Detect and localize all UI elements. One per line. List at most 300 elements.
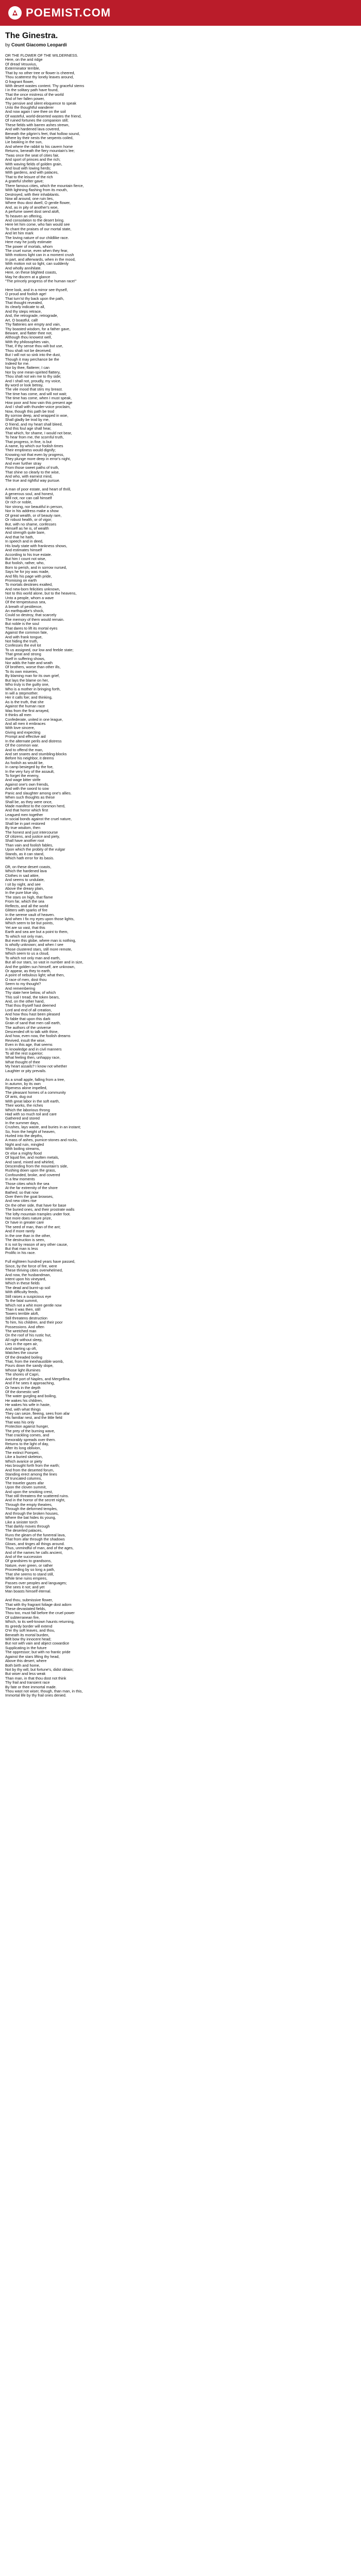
poem-line: Unto a people, whom a wave [5, 595, 54, 600]
poem-line: A generous soul, and honest, [5, 491, 54, 496]
poem-line: Which hath error for its basis. [5, 856, 54, 861]
poem-line: To all the rest superior; [5, 1051, 43, 1056]
poem-line: Both birth and home, [5, 1663, 40, 1668]
poem-line: And the port of Naples, and Mergellina. [5, 1376, 71, 1381]
poem-line: That great and strong [5, 652, 41, 657]
poem-line: Full eighteen hundred years have passed, [5, 1259, 75, 1264]
poem-line: Or else a mighty flood [5, 1150, 42, 1156]
poem-line: Thou too, must fall before the cruel power [5, 1611, 75, 1616]
poem-line: And remembering [5, 986, 35, 991]
stanza-break [5, 1594, 356, 1598]
poem-line: In social bonds against the cruel nature, [5, 817, 72, 822]
poem-line: Not by thy will, but fortune's, didst obtain; [5, 1667, 74, 1672]
poem-line: Where thou dost dwell, O gentle flower, [5, 200, 71, 206]
poem-line: In the very fury of the assault, [5, 769, 55, 774]
poem-line: It thinks all men [5, 713, 31, 718]
poem-line: Its clearly indicate to all, [5, 304, 45, 310]
poem-line: Whose light illumines [5, 1367, 41, 1372]
poem-line: To hear from me, the scornful truth, [5, 435, 64, 440]
poem-line: And to offend the man, [5, 747, 43, 752]
poem-line: Since, by the force of fire, were [5, 1263, 57, 1268]
poem-line: But, with no shame, confesses [5, 521, 56, 527]
poem-line: Watches the course [5, 1350, 39, 1355]
poem-line: And with the sword to sow [5, 786, 49, 791]
poem-line: He wakes his wife in haste, [5, 1402, 51, 1408]
poem-line: Inexorably spreads over them. [5, 1437, 56, 1442]
poem-line: And that he hath, [5, 534, 34, 539]
poem-line: Runs the gleam of the funereal lava, [5, 1532, 66, 1537]
poem-line: And thou, submissive flower, [5, 1598, 53, 1603]
poem-line: A man of poor estate, and heart of thrill, [5, 487, 71, 492]
poem-line: Of grandsires to grandsons, [5, 1558, 52, 1564]
poem-line: As foolish as would be, [5, 760, 44, 765]
poem-line: Upon which the probity of the vulgar [5, 847, 65, 852]
poem-line: Himself as he is, of wealth [5, 526, 49, 531]
poem-line: Where the bat hides its young, [5, 1515, 56, 1520]
poem-line: A perfume sweet dost send aloft, [5, 209, 60, 214]
poem-line: Of wasteful, world-deserted wastes the friend, [5, 113, 82, 118]
poem-line: Thy frail and transient race [5, 1680, 50, 1685]
author-link[interactable]: Count Giacomo Leopardi [11, 42, 67, 47]
poem-line: Above this desert, where [5, 1658, 47, 1664]
poem-line: His familiar nest, and the little field [5, 1415, 62, 1420]
poem-line: Gathered and stored [5, 1116, 40, 1121]
poem-line: And, the retrograde, retrograde, [5, 313, 58, 318]
poem-line: A grateful shelter gave; [5, 179, 44, 184]
poem-line: Beware, and flatter thee not, [5, 331, 53, 335]
poem-line: Which, to its well-known haunts returning, [5, 1619, 75, 1624]
poem-line: These fields with barren ashes strewn, [5, 122, 70, 127]
poem-line: And of the succession [5, 1554, 42, 1559]
poem-line: And if more rarely [5, 1229, 35, 1234]
poem-line: Who is a mother in bringing forth, [5, 686, 61, 691]
poem-line: They plunge more deep in error's night, [5, 456, 71, 462]
poem-line: And ever further stray [5, 461, 42, 466]
byline-prefix: by [5, 42, 10, 47]
poem-line: To chant the praises of our mortal state, [5, 226, 72, 231]
poem-line: Here let him come, who fain would see [5, 222, 70, 227]
poem-line: Immortal life by thy frail ones denied. [5, 1693, 67, 1698]
poem-line: Leagued men together [5, 812, 43, 817]
poem-line: And in the horror of the secret night, [5, 1498, 65, 1503]
poem-line: That shine so clearly to the wise, [5, 469, 60, 474]
poem-line: They can seize, fleeing, sees from afar [5, 1411, 70, 1416]
poem-line: Art, O boastful, call! [5, 317, 38, 323]
poem-title: The Ginestra. [5, 31, 58, 40]
poem-line: But I will not so sink into the dust, [5, 352, 61, 358]
poem-line: And estimates himself [5, 548, 42, 553]
poem-line: That which, for shame, I would not bear, [5, 430, 72, 435]
poem-line: Of liquid fire, and molten metals, [5, 1155, 59, 1160]
poem-line: That turn'st thy back upon the path, [5, 296, 64, 301]
poem-line: And now, the husbandman, [5, 1272, 51, 1277]
poem-line: In the alternate perils and distress [5, 738, 62, 743]
poem-line: And all men it embraces [5, 721, 46, 726]
poem-line: And with frank tongue, [5, 634, 43, 639]
poem-line: Which the laborious throng [5, 1107, 50, 1112]
poem-line: Ripeness alone impelled, [5, 1086, 47, 1091]
poem-line: Of the domestic well [5, 1389, 39, 1394]
poem-line: Shall be, as they were once, [5, 799, 53, 804]
poem-line: While time ruins empires, [5, 1576, 47, 1581]
poem-line: Was from the first arrayed, [5, 708, 50, 713]
poem-line: Nor by thee, flatterer, I can [5, 365, 50, 370]
poem-line: Now all around, one ruin lies, [5, 196, 54, 201]
poem-line: 'Twas once the seat of cities fair, [5, 152, 59, 158]
poem-line: With desert wastes content. Thy graceful stems [5, 83, 85, 88]
poem-line: Descended oft to talk with thine, [5, 1029, 59, 1034]
poem-line: But even this globe, where man is nothing, [5, 938, 76, 943]
poem-line: Says he for joy was made, [5, 569, 50, 574]
poem-line: Indeed for me. [5, 361, 30, 366]
poem-line: Pours down the sandy slope, [5, 1363, 54, 1368]
poem-line: It is not by reason of any other cause, [5, 1242, 68, 1247]
poem-line: Or hears in the depth [5, 1385, 41, 1390]
poem-line: She sees it not; and yet [5, 1584, 45, 1589]
poem-line: And sport of princes and the rich; [5, 157, 61, 162]
poem-line: That progress, in fine, is but [5, 439, 52, 444]
poem-line: With motion not so light, can suddenly [5, 261, 69, 266]
poem-line: With love sincere, [5, 725, 35, 731]
poem-line: In will a stepmother. [5, 691, 39, 696]
poem-line: Of ants, dug out [5, 1094, 32, 1099]
poem-line: That was his only [5, 1419, 35, 1425]
poem-line: The pleasant homes of a community [5, 1090, 66, 1095]
poem-line: Which seem to us a cloud, [5, 951, 50, 956]
poem-line: On the other side, that have for base [5, 1202, 67, 1208]
poem-line: Than man, in that thou dost not think [5, 1675, 67, 1681]
poem-line: At the far extremity of the shore [5, 1185, 58, 1191]
poem-line: Knowing not that even by progress, [5, 452, 64, 457]
poem-line: In the one than in the other, [5, 1233, 51, 1238]
poem-line: Which not a whit more gentle now [5, 1302, 62, 1308]
poem-line: That the once mistress of the world [5, 92, 64, 97]
poem-line: Nor by one mean-spirited flattery, [5, 369, 61, 375]
poem-line: That thou thyself hast deemed [5, 1003, 56, 1008]
poem-line: And new cities rise [5, 1198, 37, 1204]
poem-line: I sit by night, and see [5, 882, 41, 887]
poem-line: Shall be in part restored [5, 821, 45, 826]
poem-line: All night without sleep, [5, 1337, 43, 1342]
poem-line: That she seems to stand still, [5, 1571, 54, 1577]
poem-line: In autumn, by its own [5, 1081, 41, 1086]
poem-body [5, 54, 356, 1698]
poem-line: Protection against hunger, [5, 1424, 49, 1429]
poem-line: Reflects, and all the world [5, 903, 48, 908]
poem-line: And I shall not, proudly, my voice, [5, 378, 61, 383]
poem-line: The cruel nurse, even when they fear, [5, 248, 69, 253]
poem-line: Of citizens, and justice and piety, [5, 834, 60, 839]
poem-line: Where by their nests the serpents coiled, [5, 135, 74, 141]
poem-line: To forget the enemy, [5, 773, 39, 778]
poem-line: Those clustered stars, still more remote, [5, 946, 72, 952]
poem-line: And how thou hast been pleased [5, 1012, 60, 1017]
poem-line: With great labor in the soft earth, [5, 1098, 60, 1104]
poem-line: In the summer days, [5, 1120, 40, 1125]
poem-line: Thy state here below, of which [5, 990, 56, 995]
poem-line: With gardens, and with palaces, [5, 170, 59, 175]
poem-line: But him I count not wise, [5, 556, 46, 561]
poem-line: Lies in the open air, [5, 1342, 38, 1347]
poem-line: Yet are so vast, that this [5, 925, 45, 930]
poem-line: By blaming man for its own grief, [5, 673, 60, 679]
poem-line: Of ruined fortunes the companion still; [5, 118, 69, 123]
poem-line: A mass of ashes, pumice-stones and rocks, [5, 1138, 78, 1143]
poem-line: Their emptiness would dignify; [5, 448, 56, 453]
poem-line: And new-born felicities unknown, [5, 586, 60, 591]
poem-line: The loving nature of our childlike race. [5, 235, 69, 240]
poem-line: Glitters with sparks of fire [5, 908, 47, 913]
poem-line: Lord and end of all creation, [5, 1007, 52, 1012]
poem-line: Of the dreaded boiling [5, 1354, 42, 1360]
poem-line: And with hardened lava covered, [5, 127, 60, 132]
poem-byline [5, 41, 356, 48]
poem-line: But foolish, rather, who, [5, 561, 45, 566]
poem-line: And sand, mixed and whirled, [5, 1159, 55, 1164]
poem-line: In knowledge and in civil manners [5, 1046, 62, 1052]
poem-line: And upon the smoking crest, [5, 1489, 53, 1494]
poem-line: Those cities which the sea [5, 1181, 50, 1186]
poem-line: Which seem to be but points, [5, 921, 54, 926]
poem-line: And loud with lowing herds; [5, 165, 51, 171]
poem-line: Seem to my thought? [5, 981, 41, 987]
poem-line: O friend, and my heart shall bleed, [5, 421, 63, 427]
poem-line: The prey of the burning wave, [5, 1428, 55, 1433]
poem-line: By sorrow deep, and wrapped in woe, [5, 413, 69, 418]
poem-line: Prolific in his race. [5, 1250, 36, 1256]
poem-line: Above the dreary plain, [5, 886, 44, 891]
poem-line: Stands, as it can stand, [5, 851, 44, 856]
poem-line: But that man is less [5, 1246, 38, 1251]
poem-line: That to the leisure of the rich [5, 174, 53, 179]
poem-line: Even in this age, that seems [5, 1042, 53, 1047]
poem-line: O fragrant flower, [5, 79, 34, 84]
poem-line: Still threatens destruction [5, 1315, 47, 1320]
poem-line: And consolation to the desert bring. [5, 218, 64, 223]
poem-line: Earth and sea are but a point to them, [5, 929, 69, 935]
poem-line: To us assigned, our low and feeble state; [5, 647, 74, 652]
poem-line: When such thoughts as these [5, 795, 55, 800]
poem-line: Here, on these blighted coasts, [5, 270, 57, 275]
poem-line: That by no other tree or flower is cheered, [5, 70, 75, 75]
poem-line: In the pure blue sky, [5, 890, 39, 895]
poem-line: Beneath the pilgrim's feet, that hollow sound, [5, 131, 80, 136]
poem-line: O'er thy soft leaves, and thou, [5, 1628, 55, 1633]
poem-line: And starting up oft, [5, 1346, 37, 1351]
poem-line: Before his neighbor, it deems [5, 756, 54, 761]
poem-line: A name, by which our foolish times [5, 443, 63, 448]
poem-line: The traveler gazes afar [5, 1480, 44, 1485]
poem-line: Who truly is the guilty one, [5, 682, 50, 687]
poem-line: According to his true estate. [5, 552, 52, 557]
poem-line: But not with vain and abject cowardice [5, 1641, 70, 1646]
poem-line: And, on the other hand, [5, 998, 45, 1004]
poem-line: Upon the cloven summit, [5, 1485, 47, 1490]
poem-line: What feeling then, unhappy race, [5, 1055, 61, 1060]
poem-line: And how, even now, the foolish dreams [5, 1033, 71, 1039]
poem-line: That, from the inexhaustible womb, [5, 1359, 64, 1364]
poem-line: Returns, beneath the fiery mountain's lee; [5, 148, 75, 154]
poem-line: Or rich or noble, [5, 500, 32, 505]
poem-line: The authors of the universe [5, 1025, 51, 1030]
poem-line: His lowly state with frankness shows, [5, 543, 68, 548]
poem-line: Lie basking in the sun, [5, 140, 43, 145]
poem-line: And I shall with thunder-voice proclaim, [5, 404, 71, 410]
poem-line: In camp besieged by the foe, [5, 765, 54, 770]
poem-line: And when I fix my eyes upon those lights, [5, 916, 75, 921]
poem-line: To which not only man and earth, [5, 955, 61, 960]
poem-line: Destroyed, with their inhabitants. [5, 192, 60, 197]
poem-line: Like a sinister torch [5, 1519, 38, 1524]
poem-container [5, 31, 356, 1698]
poem-line: Against the common fate, [5, 630, 48, 635]
poem-line: Itself in suffering shows, [5, 656, 45, 661]
poem-line: And of the names he calls ancient, [5, 1550, 63, 1555]
poem-line: Exterminator terrible, [5, 66, 40, 71]
poem-line: The buried ones, and their prostrate walls [5, 1207, 75, 1212]
poem-line: Shall gladly be trod by me, [5, 417, 50, 422]
poem-line: Of brothers, worse than other ills, [5, 665, 61, 670]
poem-line: "The princely progress of the human race!" [5, 278, 77, 283]
poem-line: A point of nebulous light; what then, [5, 973, 65, 978]
poem-line: Against the human race [5, 704, 45, 709]
poem-line: Which the hardened lava [5, 869, 47, 874]
poem-line: The water gurgling and boiling, [5, 1394, 57, 1399]
poem-line: Which in these fields [5, 1281, 40, 1286]
poem-line: The wretched man [5, 1329, 37, 1334]
poem-line: Through the empty theatres, [5, 1502, 53, 1507]
poem-line: Over them the goat browses, [5, 1194, 54, 1199]
poem-line: By word or look betray, [5, 383, 44, 388]
poem-line: Proceeding by so long a path, [5, 1567, 55, 1572]
poem-line: Rushing down upon the grass, [5, 1168, 56, 1173]
poem-line: Beneath its mortal burden, [5, 1632, 50, 1637]
poem-line: The extinct Pompeii, [5, 1450, 40, 1455]
poem-line: Night and ruin, mingled [5, 1142, 44, 1147]
poem-line: And thy steps retrace, [5, 309, 42, 314]
poem-line: Born to perish, and in sorrow nursed, [5, 565, 67, 570]
poem-line: I in the solitary path have found, [5, 88, 59, 93]
poem-line: Or robust health, or of vigor; [5, 517, 52, 522]
poem-line: Of the tempestuous sea, [5, 600, 46, 605]
poem-line: There famous cities, which the mountain fierce, [5, 183, 84, 188]
poem-line: The vile mood that stirs my breast. [5, 387, 63, 392]
poem-line: On the roof of his rustic hut, [5, 1333, 52, 1338]
poem-line: But wiser and less weak [5, 1671, 46, 1676]
poem-line: Her it calls foe; and thinking, [5, 695, 53, 700]
poem-line: Panic and slaughter among one's allies. [5, 790, 72, 795]
poem-line: Man boasts himself eternal. [5, 1589, 52, 1594]
poem-line: OR THE FLOWER OF THE WILDERNESS. [5, 53, 78, 58]
poem-line: And let him mark [5, 231, 34, 236]
poem-line: And wholly annihilate. [5, 265, 42, 270]
poem-line: Laughter or pity prevails. [5, 1068, 46, 1073]
poem-line: Bathed; so that now [5, 1190, 39, 1195]
poem-line: Which avarice or piety [5, 1459, 42, 1464]
poem-line: Confounded, broke, and covered [5, 1172, 60, 1177]
poem-line: The power of mortals, whom [5, 244, 53, 249]
poem-line: With motions light can in a moment crush [5, 252, 74, 258]
poem-line: Thou shalt not win me to thy side; [5, 374, 61, 379]
poem-line: Had with so much toil and care [5, 1111, 57, 1116]
poem-line: That, if thy sense thou wilt but use, [5, 344, 63, 349]
poem-line: Is wholly unknown; and when I see [5, 942, 63, 947]
poem-line: Like a buried skeleton, [5, 1454, 43, 1460]
poem-line: And, as in pity of another's woe, [5, 205, 59, 210]
poem-line: Giving and expecting [5, 730, 41, 735]
poem-line: But noble is the soul [5, 621, 39, 626]
poem-line: Of dread Vesuvius, [5, 61, 37, 66]
poem-line: This soil I tread, the token bears, [5, 994, 60, 999]
poem-line: Hurled into the depths, [5, 1133, 43, 1139]
poem-line: As is the truth, that she [5, 699, 44, 704]
poem-line: The stars on high, that flame [5, 894, 53, 900]
poem-line: And who, with earnest mind, [5, 473, 53, 479]
poem-line: And, with what things [5, 1406, 41, 1412]
poem-line: Prompt and effective aid [5, 734, 46, 739]
poem-line: What thought of thee [5, 1059, 40, 1064]
poem-line: Nor adds the hate and wrath [5, 660, 53, 666]
poem-line: Not to this world alone, but to the heavens, [5, 591, 77, 596]
poem-line: Nature, ever green, or rather [5, 1563, 53, 1568]
poem-line: That thought revealed, [5, 300, 43, 306]
poem-line: Oft, on these desert coasts, [5, 864, 52, 869]
poem-line: And through the broken houses, [5, 1511, 59, 1516]
poem-line: Than it was then, still [5, 1307, 41, 1312]
poem-line: Glows, and tinges all things around. [5, 1541, 65, 1546]
poem-line: The time has come, and will not wait; [5, 391, 67, 396]
poem-line: To mortals destinies exalted, [5, 582, 53, 587]
poem-line: How poor and how vain this present age [5, 400, 73, 405]
poem-line: And now again I see thee on the soil [5, 109, 66, 114]
poem-line: An earthquake's shock, [5, 608, 44, 613]
poem-line: Thou wast not wiser, though, than man, in this, [5, 1689, 83, 1694]
poem-line: Their works, the riches [5, 1103, 43, 1108]
poem-line: Thus, unmindful of man, and of the ages, [5, 1546, 74, 1551]
poem-line: That from afar through the shadows [5, 1537, 65, 1542]
poem-line: With lightning flashing from its mouth, [5, 188, 68, 193]
poem-line: Against one's own friends, [5, 782, 49, 787]
poem-line: From far, which the sea [5, 899, 44, 904]
poem-line: Though it may perchance be the [5, 357, 59, 362]
poem-line: So, from the height of heaven, [5, 1129, 56, 1134]
poem-line: Made manifest to the common herd, [5, 803, 65, 808]
poem-line: He wakes his children, [5, 1398, 43, 1403]
poem-line: Now, though this path be trod [5, 409, 54, 414]
site-logo[interactable] [8, 5, 111, 21]
poem-line: A breath of pestilence, [5, 604, 43, 609]
poem-line: Intent upon his vineyard, [5, 1276, 46, 1281]
poem-line: With thy philosophies vain, [5, 339, 50, 344]
poem-line: Of truncated columns, [5, 1476, 42, 1481]
poem-line: The time has come, when I must speak, [5, 396, 72, 401]
poem-line: The oppressor; but with no frantic pride [5, 1650, 71, 1655]
poem-line: Shall have another root [5, 838, 44, 843]
poem-line: But lays the blame on her, [5, 677, 49, 683]
poem-line: O proud and foolish age! [5, 292, 46, 297]
poem-line: That darkly moves through [5, 1524, 50, 1529]
poem-line: The honest and just intercourse [5, 829, 58, 835]
poem-line: And that horror which first [5, 808, 48, 813]
poem-line: With boiling streams, [5, 1146, 40, 1151]
poem-line: By true wisdom, then [5, 825, 41, 831]
poem-line: Thy boasted wisdom, for a father gave, [5, 326, 71, 331]
poem-line: These thriving cities overwhelmed, [5, 1268, 63, 1273]
poem-line: That dares to lift its mortal eyes [5, 625, 58, 631]
poem-line: Grain of sand that men call earth, [5, 1021, 61, 1026]
poem-line: Revived, insult the wise, [5, 1038, 46, 1043]
poem-line: Clothes in sad attire, [5, 873, 40, 878]
